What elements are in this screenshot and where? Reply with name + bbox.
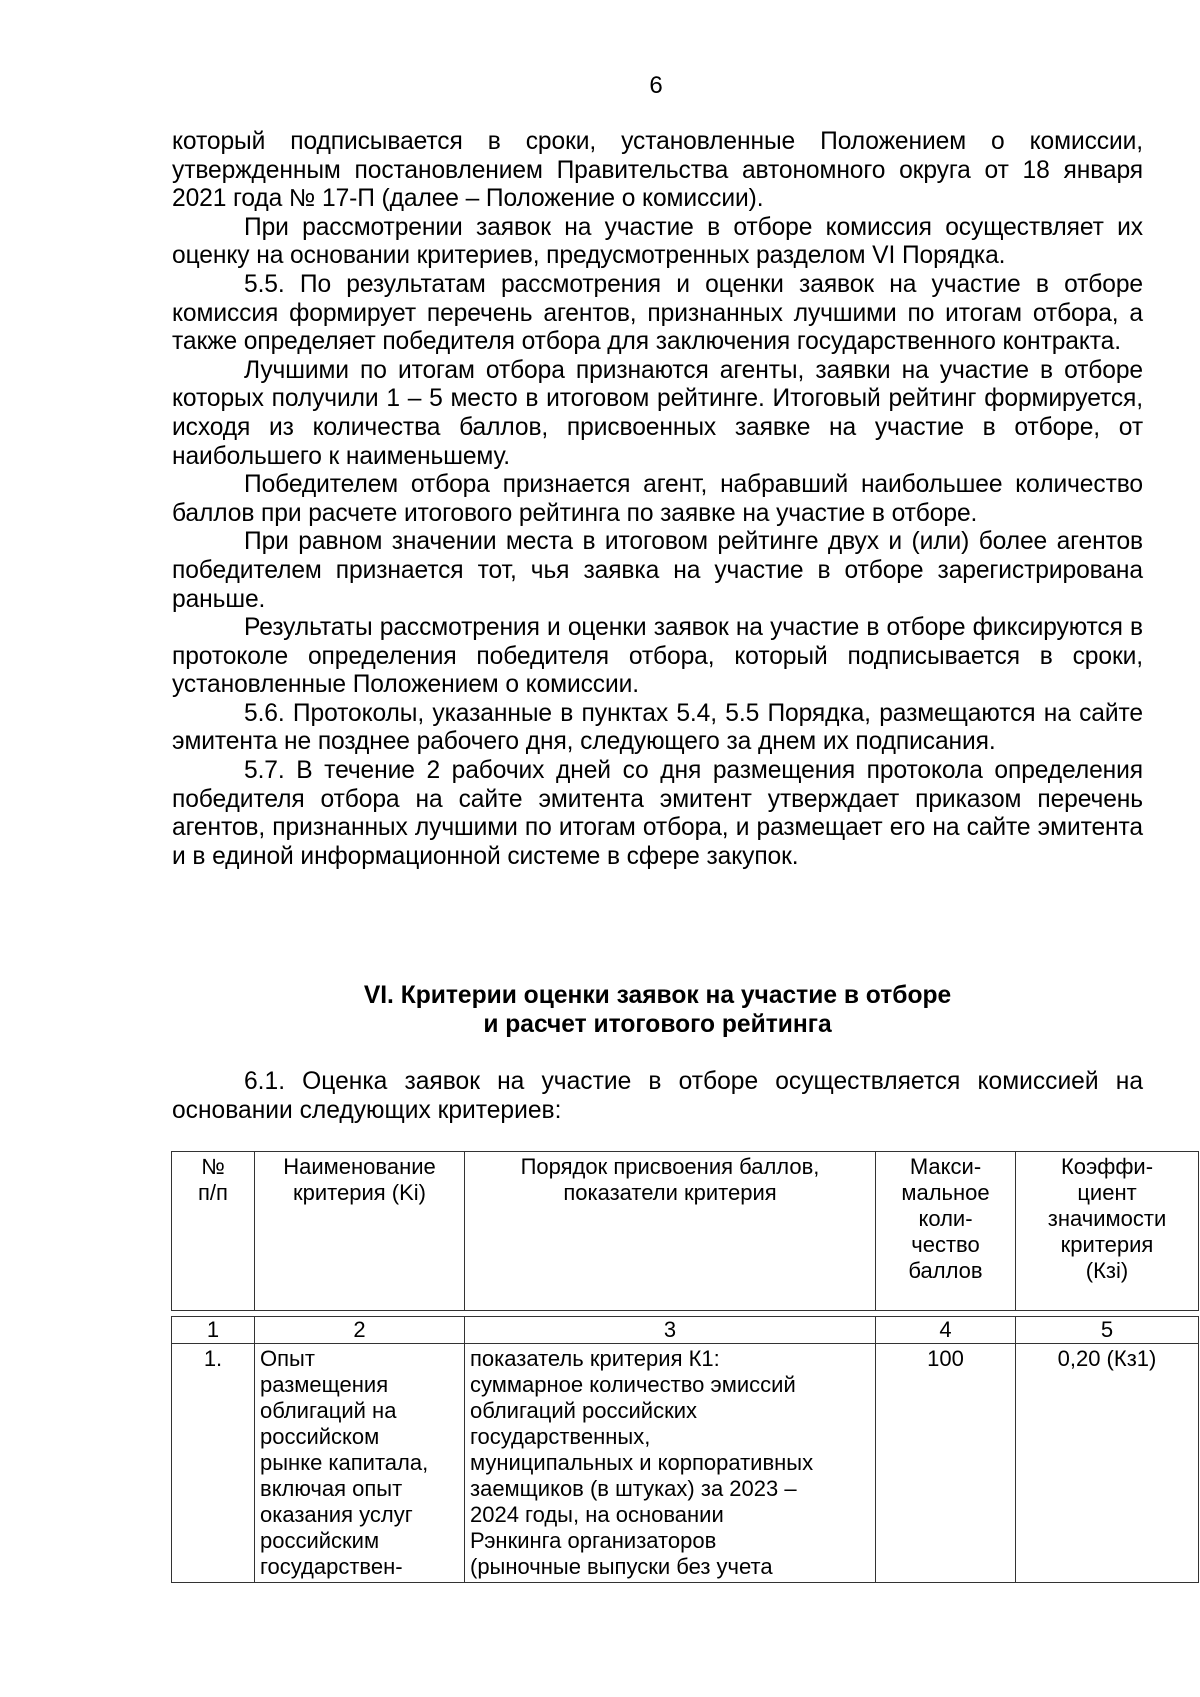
paragraph: Победителем отбора признается агент, набравший наибольшее количество баллов при расчете итогового рейтинга по заявке на участие в отборе. <box>172 471 1143 527</box>
coefficient: 0,20 (Кз1) <box>1016 1344 1199 1583</box>
column-number: 3 <box>465 1317 876 1344</box>
paragraph: При рассмотрении заявок на участие в отборе комиссия осуществляет их оценку на основании критериев, предусмотренных разделом VI Порядка. <box>172 213 1143 270</box>
paragraph: Результаты рассмотрения и оценки заявок на участие в отборе фиксируются в протоколе определения победителя отбора, который подписывается в сроки, установленные Положением о комиссии. <box>172 614 1143 699</box>
column-number-row <box>172 1317 1199 1344</box>
paragraph-6-1: 6.1. Оценка заявок на участие в отборе осуществляется комиссией на основании следующих критериев: <box>172 1068 1143 1124</box>
table-row <box>172 1344 1199 1583</box>
criteria-table-header <box>171 1151 1199 1311</box>
column-number: 4 <box>876 1317 1016 1344</box>
header-cell-max-points: Макси- мальное коли- чество баллов <box>876 1152 1016 1311</box>
criterion-name: Опыт размещения облигаций на российском рынке капитала, включая опыт оказания услуг российским государствен- <box>255 1344 465 1583</box>
paragraph: При равном значении места в итоговом рейтинге двух и (или) более агентов победителем признается тот, чья заявка на участие в отборе зарегистрирована раньше. <box>172 528 1143 613</box>
criterion-procedure: показатель критерия К1: суммарное количество эмиссий облигаций российских государственных, муниципальных и корпоративных заемщиков (в штуках) за 2023 – 2024 годы, на основании Рэнкинга организаторов (рыночные выпуски без учета <box>465 1344 876 1583</box>
header-cell-number: № п/п <box>172 1152 255 1311</box>
paragraph: который подписывается в сроки, установленные Положением о комиссии, утвержденным постановлением Правительства автономного округа от 18 января 2021 года № 17-П (далее – Положение о комиссии). <box>172 128 1143 213</box>
column-number: 5 <box>1016 1317 1199 1344</box>
table-header-row <box>172 1152 1199 1311</box>
paragraph: Лучшими по итогам отбора признаются агенты, заявки на участие в отборе которых получили 1 – 5 место в итоговом рейтинге. Итоговый рейтинг формируется, исходя из количества баллов, присвоенных заявке на участие в отборе, от наибольшего к наименьшему. <box>172 356 1143 470</box>
row-number: 1. <box>172 1344 255 1583</box>
paragraph-5-6: 5.6. Протоколы, указанные в пунктах 5.4, 5.5 Порядка, размещаются на сайте эмитента не позднее рабочего дня, следующего за днем их подписания. <box>172 699 1143 756</box>
header-cell-coefficient: Коэффи- циент значимости критерия (Кзi) <box>1016 1152 1199 1311</box>
header-cell-procedure: Порядок присвоения баллов, показатели критерия <box>465 1152 876 1311</box>
header-cell-name: Наименование критерия (Ki) <box>255 1152 465 1311</box>
criteria-table <box>171 1316 1199 1583</box>
column-number: 2 <box>255 1317 465 1344</box>
section-heading <box>172 982 1143 1039</box>
section-heading-line: и расчет итогового рейтинга <box>483 1010 832 1038</box>
section-heading-line: VI. Критерии оценки заявок на участие в отборе <box>363 982 952 1009</box>
body-text <box>172 128 1143 871</box>
paragraph-5-5: 5.5. По результатам рассмотрения и оценки заявок на участие в отборе комиссия формирует перечень агентов, признанных лучшими по итогам отбора, а также определяет победителя отбора для заключения государственного контракта. <box>172 270 1143 356</box>
paragraph-5-7: 5.7. В течение 2 рабочих дней со дня размещения протокола определения победителя отбора на сайте эмитента эмитент утверждает приказом перечень агентов, признанных лучшими по итогам отбора, и размещает его на сайте эмитента и в единой информационной системе в сфере закупок. <box>172 757 1143 870</box>
column-number: 1 <box>172 1317 255 1344</box>
max-points: 100 <box>876 1344 1016 1583</box>
page-number: 6 <box>649 72 663 99</box>
